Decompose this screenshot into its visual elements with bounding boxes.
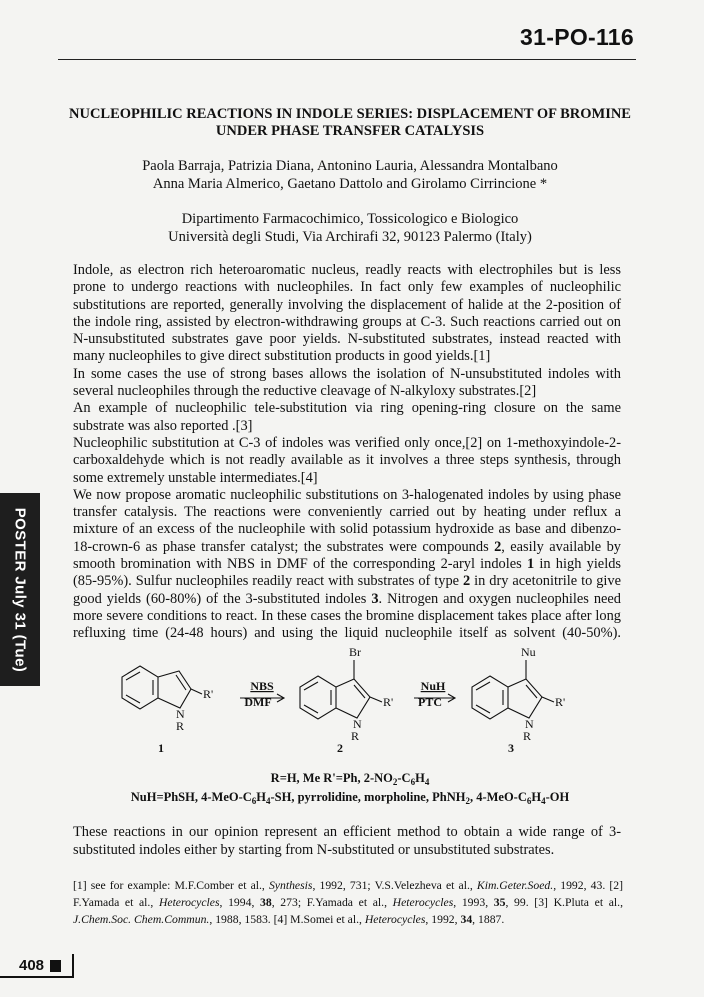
substituent-label: R' [203, 687, 214, 701]
double-bond [526, 685, 537, 698]
affiliation-line: Università degli Studi, Via Archirafi 32, 90123 Palermo (Italy) [168, 229, 532, 245]
paper-title: NUCLEOPHILIC REACTIONS IN INDOLE SERIES: DISPLACEMENT OF BROMINE UNDER PHASE TRANSFER CATALYSIS [69, 106, 631, 139]
compound-ref: 2 [462, 573, 471, 590]
compound-label: 2 [337, 741, 343, 755]
reaction-scheme [100, 640, 600, 760]
authors-line: Paola Barraja, Patrizia Diana, Antonino Lauria, Alessandra Montalbano [142, 158, 558, 174]
double-bond [354, 685, 365, 698]
compound-ref: 1 [526, 556, 535, 573]
pyrrole-ring [336, 679, 370, 718]
header-rule [58, 59, 636, 60]
body-text [73, 262, 621, 643]
substituent-bond [542, 697, 554, 702]
scheme-legend: R=H, Me R'=Ph, $2-NO_2-C_6H_4$ [270, 771, 430, 787]
paragraph: Indole, as electron rich heteroaromatic nucleus, readly reacts with electrophiles but is less prone to undergo reactions with nucleophiles. In fact only few examples of nucleophilic substitutions are reported, generally involving the displacement of halide at the 2-position of the indole ring, assisted by electron-withdrawing groups at C-3. Such reactions carried out on N-unsubstituted substrates gave poor yields. N-substituted substrates, instead reacted with many nucleophiles to give direct substitution products in good yields.[1] [73, 262, 621, 365]
substituent-label: Br [349, 645, 361, 659]
paragraph: We now propose aromatic nucleophilic substitutions on 3-halogenated indoles by using phase transfer catalysis. The reactions were conveniently carried out by heating under reflux a mixture of an excess of the nucleophile with solid potassium hydroxide as base and dibenzo-18-crown-6 as phase transfer catalyst; the substrates were compounds 2, easily available by smooth bromination with NBS in DMF of the corresponding 2-aryl indoles 1 in high yields (85-95%). Sulfur nucleophiles readily react with substrates of type 2 in dry acetonitrile to give good yields (60-80%) of the 3-substituted indoles 3. Nitrogen and oxygen nucleophiles need more severe conditions to react. In these cases the bromine displacement takes place after long refluxing time (24-48 hours) and using the liquid nucleophile itself as solvent (40-50%). [73, 486, 621, 642]
reagent-label: NuH [420, 679, 446, 693]
paragraph: Nucleophilic substitution at C-3 of indoles was verified only once,[2] on 1-methoxyindole-2-carboxaldehyde which is not readly available as it involves a three steps synthesis, through some extremely unstable intermediates.[4] [73, 434, 621, 486]
authors-line: Anna Maria Almerico, Gaetano Dattolo and Girolamo Cirrincione * [152, 176, 548, 192]
side-tab [0, 493, 40, 686]
page-number: 408 [19, 957, 45, 974]
paragraph: In some cases the use of strong bases allows the isolation of N-unsubstituted indoles with several nucleophiles through the reductive cleavage of N-alkyloxy substrates.[2] [73, 365, 621, 400]
nitrogen-label: N [176, 707, 185, 721]
poster-code: 31-PO-116 [520, 24, 634, 50]
substituent-bond [191, 689, 202, 694]
reagent-label: DMF [244, 695, 272, 709]
page-marker-square [50, 960, 61, 972]
scheme-legend: NuH=PhSH, $4-MeO-C_6H_4-SH$, pyrrolidine, morpholine, PhNH$_2$, $4-MeO-C_6H_4-OH$ [130, 790, 570, 806]
substituent-label: R' [383, 695, 394, 709]
compound-label: 3 [508, 741, 514, 755]
conclusion: These reactions in our opinion represent an efficient method to obtain a wide range of 3-substituted indoles either by starting from N-substituted or unsubstituted substrates. [73, 824, 621, 858]
nitrogen-label: N [353, 717, 362, 731]
compound-ref: 2 [494, 538, 502, 555]
affiliation-line: Dipartimento Farmacochimico, Tossicologico e Biologico [181, 211, 519, 227]
double-bond [176, 675, 186, 690]
references: [1] see for example: M.F.Comber et al., Synthesis, 1992, 731; V.S.Velezheva et al., Kim.Geter.Soed., 1992, 43. [2] F.Yamada et al., Heterocycles, 1994, 38, 273; F.Yamada et al., Heterocycles, 1993, 35, 99. [3] K.Pluta et al., J.Chem.Soc. Chem.Commun., 1988, 1583. [4] M.Somei et al., Heterocycles, 1992, 34, 1887. [73, 879, 624, 926]
reagent-label: PTC [418, 695, 442, 709]
authors [60, 157, 640, 193]
compound-label: 1 [158, 741, 164, 755]
substituent-label: R [351, 729, 360, 743]
nitrogen-label: N [525, 717, 534, 731]
pyrrole-ring [508, 679, 542, 718]
substituent-label: R [176, 719, 185, 733]
substituent-bond [370, 697, 382, 702]
side-tab-label: POSTER July 31 (Tue) [11, 507, 29, 672]
affiliation [60, 210, 640, 246]
compound-ref: 3 [371, 590, 379, 607]
substituent-label: R' [555, 695, 566, 709]
substituent-label: Nu [521, 645, 536, 659]
paragraph: An example of nucleophilic tele-substitution via ring opening-ring closure on the same substrate was also reported .[3] [73, 400, 621, 434]
reagent-label: NBS [250, 679, 274, 693]
substituent-label: R [523, 729, 532, 743]
